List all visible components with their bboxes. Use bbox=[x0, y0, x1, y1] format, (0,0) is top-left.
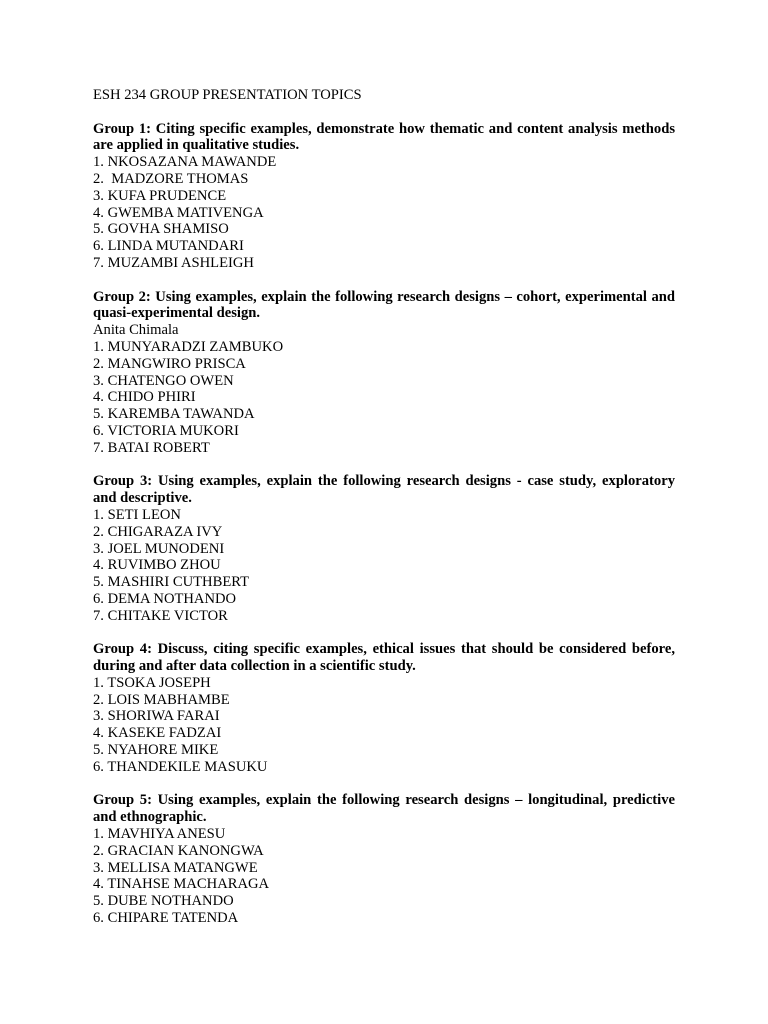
member-item: 1. MUNYARADZI ZAMBUKO bbox=[93, 338, 284, 355]
member-item: 1. NKOSAZANA MAWANDE bbox=[93, 154, 277, 171]
member-item: 7. MUZAMBI ASHLEIGH bbox=[93, 254, 254, 271]
group-section bbox=[93, 289, 675, 457]
member-list bbox=[93, 675, 675, 776]
member-item: 4. TINAHSE MACHARAGA bbox=[93, 876, 270, 893]
group-section bbox=[93, 473, 675, 624]
group-topic: Group 1: Citing specific examples, demonstrate how thematic and content analysis methods are applied in qualitative studies. bbox=[93, 120, 675, 154]
group-topic: Group 2: Using examples, explain the following research designs – cohort, experimental and quasi-experimental design. bbox=[93, 288, 675, 322]
group-topic: Group 3: Using examples, explain the following research designs - case study, exploratory and descriptive. bbox=[93, 473, 675, 507]
member-item: 2. CHIGARAZA IVY bbox=[93, 523, 223, 540]
member-item: 1. TSOKA JOSEPH bbox=[93, 674, 211, 691]
member-item: 3. JOEL MUNODENI bbox=[93, 540, 225, 557]
member-item: 6. THANDEKILE MASUKU bbox=[93, 758, 268, 775]
member-item: 2. GRACIAN KANONGWA bbox=[93, 842, 264, 859]
member-item: 4. GWEMBA MATIVENGA bbox=[93, 204, 264, 221]
member-item: 1. MAVHIYA ANESU bbox=[93, 826, 226, 843]
member-item: 2. LOIS MABHAMBE bbox=[93, 691, 230, 708]
member-item: 2. MANGWIRO PRISCA bbox=[93, 355, 246, 372]
member-item: 4. CHIDO PHIRI bbox=[93, 389, 196, 406]
member-list bbox=[93, 339, 675, 457]
group-section bbox=[93, 792, 675, 926]
member-item: 3. CHATENGO OWEN bbox=[93, 372, 234, 389]
group-section bbox=[93, 641, 675, 775]
member-list bbox=[93, 507, 675, 625]
member-item: 1. SETI LEON bbox=[93, 506, 181, 523]
group-section bbox=[93, 121, 675, 272]
member-item: 3. MELLISA MATANGWE bbox=[93, 859, 258, 876]
group-topic: Group 4: Discuss, citing specific examples, ethical issues that should be considered before, during and after data collection in a scientific study. bbox=[93, 641, 675, 675]
document-page bbox=[93, 87, 675, 944]
member-list bbox=[93, 826, 675, 927]
member-item: 4. KASEKE FADZAI bbox=[93, 725, 222, 742]
member-item: 5. MASHIRI CUTHBERT bbox=[93, 574, 250, 591]
group-topic: Group 5: Using examples, explain the following research designs – longitudinal, predictive and ethnographic. bbox=[93, 792, 675, 826]
group-note: Anita Chimala bbox=[93, 322, 179, 339]
member-item: 6. LINDA MUTANDARI bbox=[93, 238, 244, 255]
member-item: 3. KUFA PRUDENCE bbox=[93, 187, 227, 204]
member-item: 7. BATAI ROBERT bbox=[93, 439, 210, 456]
member-item: 5. DUBE NOTHANDO bbox=[93, 893, 234, 910]
member-item: 5. NYAHORE MIKE bbox=[93, 742, 219, 759]
member-item: 4. RUVIMBO ZHOU bbox=[93, 557, 221, 574]
member-item: 3. SHORIWA FARAI bbox=[93, 708, 220, 725]
member-item: 6. CHIPARE TATENDA bbox=[93, 910, 239, 927]
member-list bbox=[93, 154, 675, 272]
member-item: 5. GOVHA SHAMISO bbox=[93, 221, 229, 238]
member-item: 5. KAREMBA TAWANDA bbox=[93, 406, 255, 423]
member-item: 2. MADZORE THOMAS bbox=[93, 170, 249, 187]
member-item: 6. DEMA NOTHANDO bbox=[93, 590, 237, 607]
group-list bbox=[93, 121, 675, 927]
member-item: 7. CHITAKE VICTOR bbox=[93, 607, 228, 624]
member-item: 6. VICTORIA MUKORI bbox=[93, 422, 239, 439]
document-title: ESH 234 GROUP PRESENTATION TOPICS bbox=[93, 87, 362, 103]
